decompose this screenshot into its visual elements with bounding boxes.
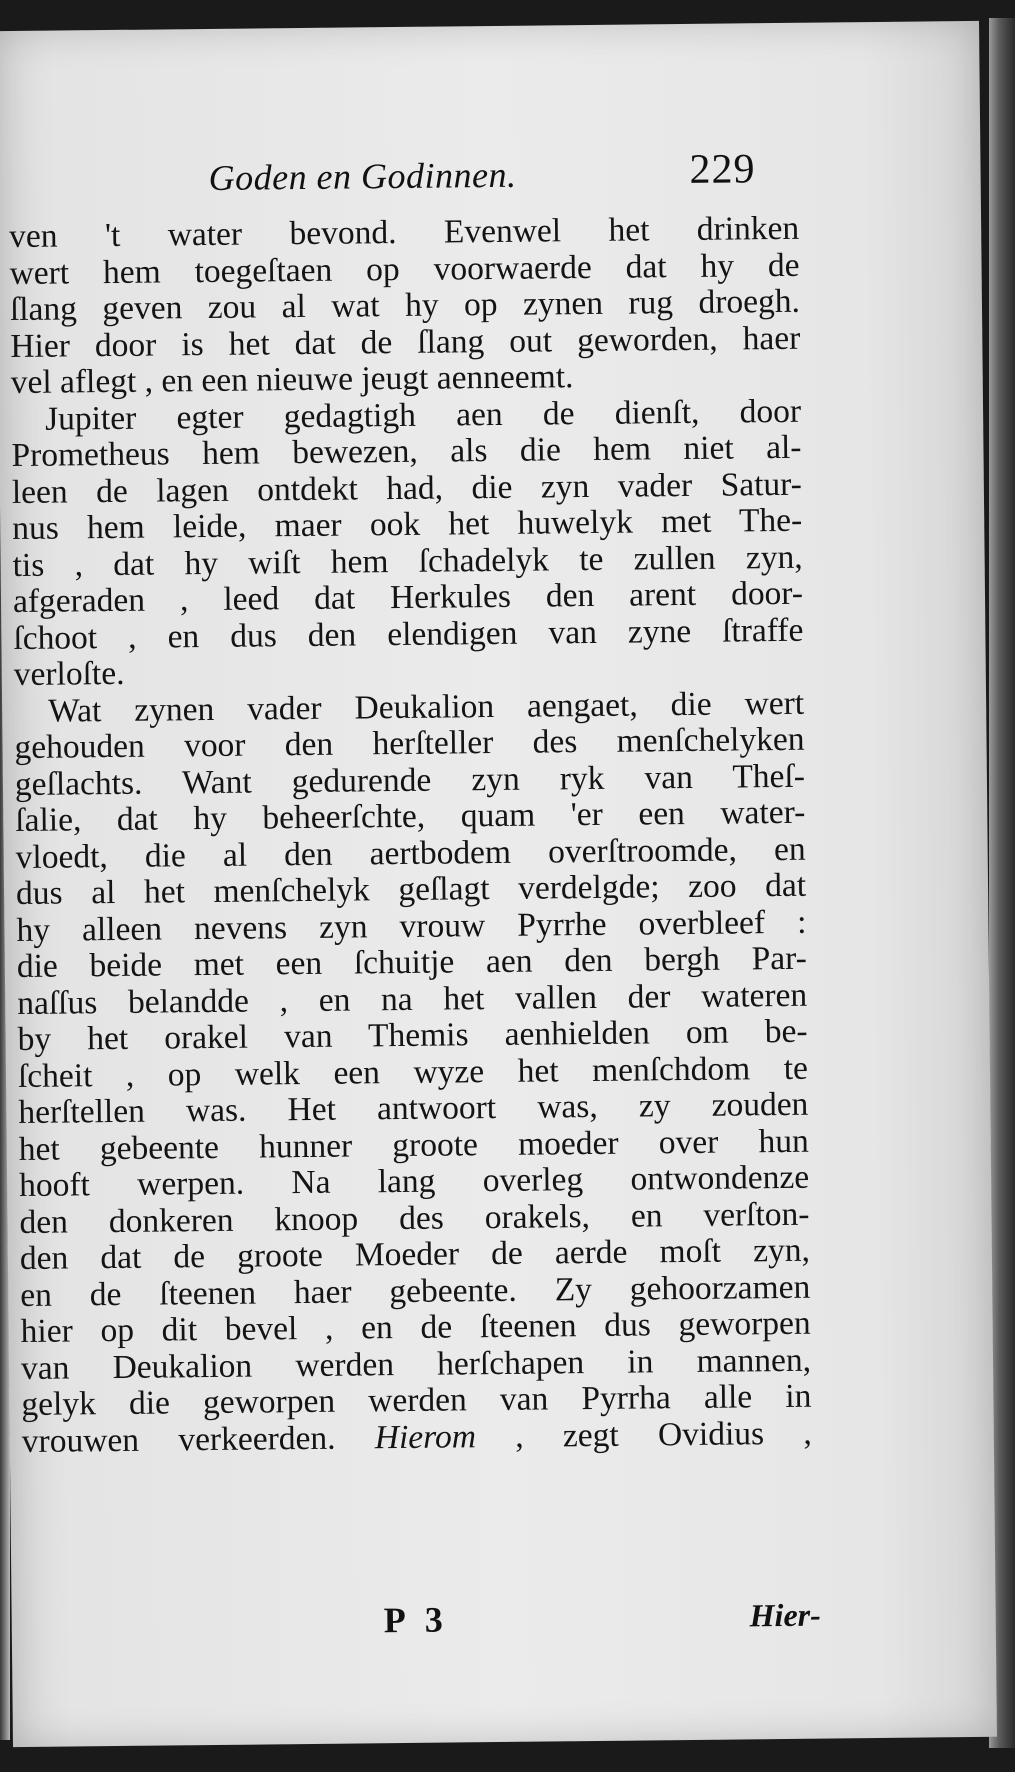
page-number: 229 (689, 146, 756, 193)
text-line: leen de lagen ontdekt had, die zyn vader Satur- (11, 465, 803, 511)
body-text (9, 211, 812, 1460)
text-line: geſlachts. Want gedurende zyn ryk van Theſ- (14, 757, 806, 803)
text-line: hier op dit bevel , en de ſteenen dus geworpen (20, 1304, 811, 1351)
text-line: ſalie, dat hy beheerſchte, quam 'er een water- (15, 793, 806, 840)
text-line: by het orakel van Themis aenhielden om be- (17, 1012, 808, 1059)
text-line: ſlang geven zou al wat hy op zynen rug droegh. (9, 282, 801, 329)
text-line: die beide met een ſchuitje aen den bergh Par- (16, 939, 807, 986)
italic-word: Hierom (374, 1417, 477, 1456)
text-line: verloſte. (13, 654, 125, 694)
text-line: en de ſteenen haer gebeente. Zy gehoorzamen (20, 1268, 811, 1314)
text-line: ven 't water bevond. Evenwel het drinken (8, 209, 800, 256)
text-line: dus al het menſchelyk geſlagt verdelgde; zoo dat (15, 866, 807, 913)
catchword: Hier- (749, 1596, 821, 1634)
text-line: hy alleen nevens zyn vrouw Pyrrhe overbleef : (16, 903, 807, 949)
text-line: wert hem toegeſtaen op voorwaerde dat hy de (9, 246, 800, 292)
text-line: vel aflegt , en een nieuwe jeugt aenneemt. (10, 358, 574, 402)
text-line: den donkeren knoop des orakels, en verſton- (19, 1195, 810, 1241)
text-line: tis , dat hy wiſt hem ſchadelyk te zullen zyn, (12, 538, 803, 584)
text-line: afgeraden , leed dat Herkules den arent door- (12, 574, 804, 621)
text-line: naſſus belandde , en na het vallen der wateren (17, 976, 808, 1022)
signature-mark: P 3 (383, 1599, 449, 1641)
text-line: Wat zynen vader Deukalion aengaet, die wert (47, 684, 805, 730)
text-line: den dat de groote Moeder de aerde moſt zyn, (19, 1231, 811, 1278)
text-line: nus hem leide, maer ook het huwelyk met The- (12, 501, 803, 548)
text-line: Prometheus hem bewezen, als die hem niet al- (11, 428, 802, 475)
page-header (0, 139, 981, 209)
text-line: Jupiter egter gedagtigh aen de dienſt, door (44, 392, 802, 438)
text-line: van Deukalion werden herſchapen in mannen, (20, 1341, 812, 1387)
running-title: Goden en Godinnen. (208, 154, 517, 198)
text-line: herſtellen was. Het antwoort was, zy zouden (18, 1085, 809, 1132)
text-line-final (22, 1415, 812, 1460)
page-sheet (0, 21, 997, 1747)
text-line: hooft werpen. Na lang overleg ontwondenze (18, 1158, 810, 1205)
text-line: het gebeente hunner groote moeder over hun (18, 1122, 809, 1168)
text-line: gehouden voor den herſteller des menſchelyken (14, 720, 805, 767)
page-footer (12, 1593, 997, 1663)
text-line: ſchoot , en dus den elendigen van zyne ſtraffe (13, 611, 804, 657)
text-line: gelyk die geworpen werden van Pyrrha alle in (21, 1377, 812, 1423)
text-line: vloedt, die al den aertbodem overſtroomde, en (15, 830, 806, 876)
text-segment: vrouwen verkeerden. (21, 1419, 336, 1460)
text-line: Hier door is het dat de ſlang out geworden, haer (10, 319, 801, 365)
text-segment: , zegt Ovidius , (515, 1414, 812, 1455)
text-line: ſcheit , op welk een wyze het menſchdom te (17, 1049, 809, 1095)
